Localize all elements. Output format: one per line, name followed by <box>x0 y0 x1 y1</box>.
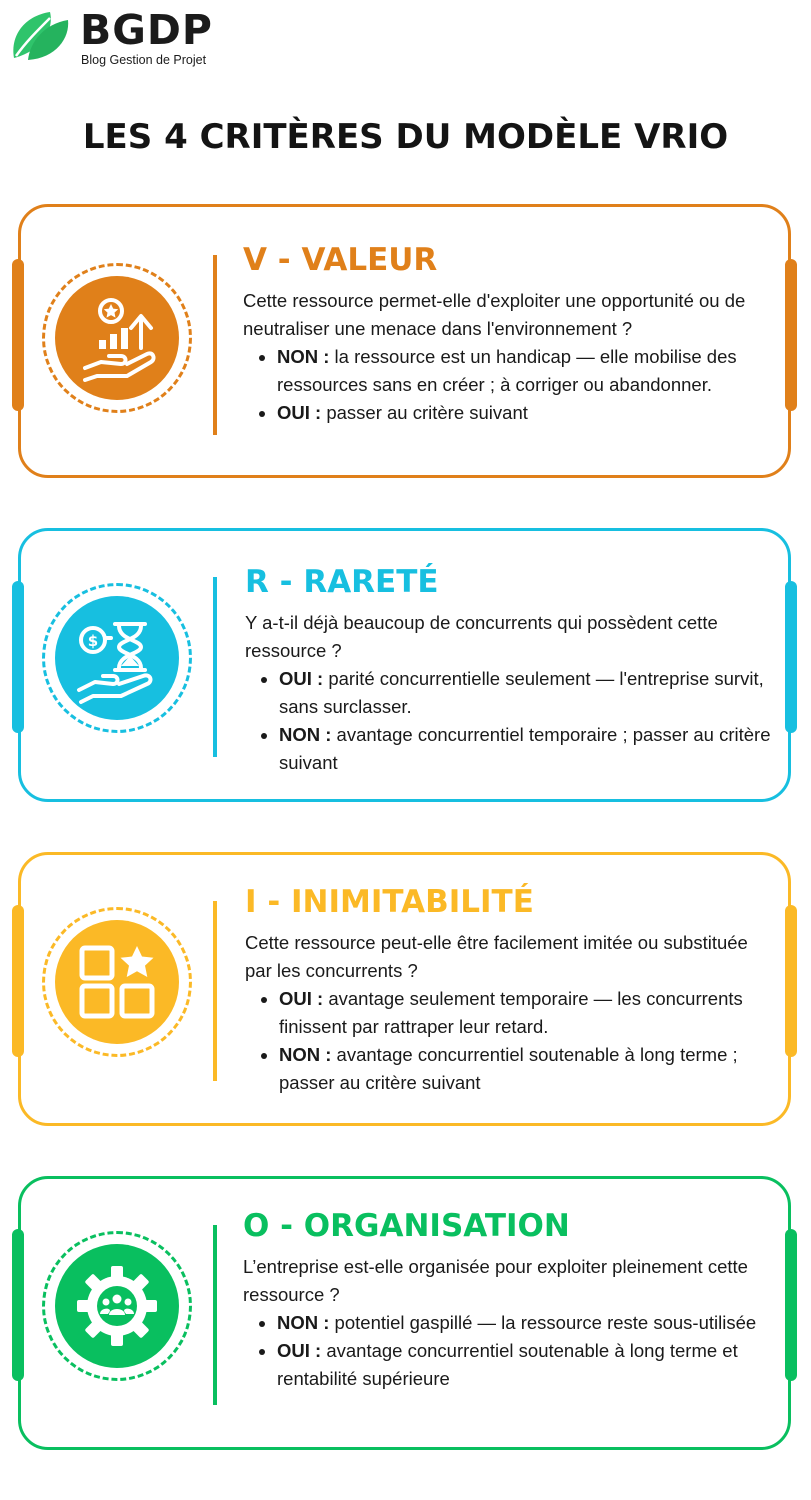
answer-text: avantage concurrentiel temporaire ; passer au critère suivant <box>279 724 771 773</box>
criterion-card-inimitabilite <box>18 852 791 1126</box>
criterion-card-rarete <box>18 528 791 802</box>
leaf-logo-icon <box>10 10 70 62</box>
answer-text: avantage concurrentiel soutenable à long terme ; passer au critère suivant <box>279 1044 738 1093</box>
answer-item <box>279 1041 774 1097</box>
answer-text: avantage concurrentiel soutenable à long terme et rentabilité supérieure <box>277 1340 738 1389</box>
answer-list <box>245 985 774 1097</box>
answer-text: parité concurrentielle seulement — l'entreprise survit, sans surclasser. <box>279 668 764 717</box>
card-tab-left <box>12 259 24 411</box>
criterion-question: Cette ressource peut-elle être facilement imitée ou substituée par les concurrents ? <box>245 932 748 981</box>
answer-text: avantage seulement temporaire — les concurrents finissent par rattraper leur retard. <box>279 988 743 1037</box>
answer-list <box>245 665 774 777</box>
squares-star-icon <box>55 920 179 1044</box>
criterion-badge <box>42 263 192 413</box>
answer-list <box>243 343 772 427</box>
answer-text: la ressource est un handicap — elle mobilise des ressources sans en créer ; à corriger ou abandonner. <box>277 346 737 395</box>
criterion-card-valeur <box>18 204 791 478</box>
card-tab-left <box>12 1229 24 1381</box>
answer-item <box>277 1337 772 1393</box>
svg-text:$: $ <box>87 632 99 650</box>
criterion-question: L’entreprise est-elle organisée pour exploiter pleinement cette ressource ? <box>243 1256 748 1305</box>
page-title: LES 4 CRITÈRES DU MODÈLE VRIO <box>82 117 729 157</box>
answer-list <box>243 1309 772 1393</box>
answer-item <box>279 721 774 777</box>
answer-key: NON : <box>277 346 330 367</box>
card-tab-right <box>785 1229 797 1381</box>
criterion-title: V - VALEUR <box>243 242 438 278</box>
brand-subtitle: Blog Gestion de Projet <box>81 53 207 67</box>
answer-key: OUI : <box>279 988 324 1009</box>
card-tab-right <box>785 905 797 1057</box>
card-tab-right <box>785 581 797 733</box>
answer-key: NON : <box>279 724 332 745</box>
gear-team-icon <box>55 1244 179 1368</box>
criterion-title: O - ORGANISATION <box>243 1208 570 1244</box>
answer-key: NON : <box>277 1312 330 1333</box>
answer-item <box>277 399 772 427</box>
criterion-badge <box>42 907 192 1057</box>
answer-item <box>277 1309 772 1337</box>
card-tab-left <box>12 905 24 1057</box>
criterion-question: Y a-t-il déjà beaucoup de concurrents qui possèdent cette ressource ? <box>245 612 718 661</box>
card-tab-left <box>12 581 24 733</box>
criterion-question: Cette ressource permet-elle d'exploiter une opportunité ou de neutraliser une menace dans l'environnement ? <box>243 290 746 339</box>
card-divider <box>213 577 217 757</box>
card-divider <box>213 901 217 1081</box>
answer-item <box>279 985 774 1041</box>
answer-key: NON : <box>279 1044 332 1065</box>
hand-hourglass-coin-icon <box>55 596 179 720</box>
answer-item <box>277 343 772 399</box>
criterion-title: R - RARETÉ <box>245 564 439 600</box>
brand-name: BGDP <box>80 6 213 54</box>
answer-key: OUI : <box>277 402 322 423</box>
criterion-card-organisation <box>18 1176 791 1450</box>
answer-text: potentiel gaspillé — la ressource reste sous-utilisée <box>329 1312 757 1333</box>
hand-growth-chart-icon <box>55 276 179 400</box>
criterion-title: I - INIMITABILITÉ <box>245 884 534 920</box>
card-divider <box>213 1225 217 1405</box>
answer-text: passer au critère suivant <box>321 402 528 423</box>
answer-key: OUI : <box>279 668 324 689</box>
answer-key: OUI : <box>277 1340 322 1361</box>
criterion-badge <box>42 1231 192 1381</box>
criterion-badge <box>42 583 192 733</box>
answer-item <box>279 665 774 721</box>
card-tab-right <box>785 259 797 411</box>
card-divider <box>213 255 217 435</box>
